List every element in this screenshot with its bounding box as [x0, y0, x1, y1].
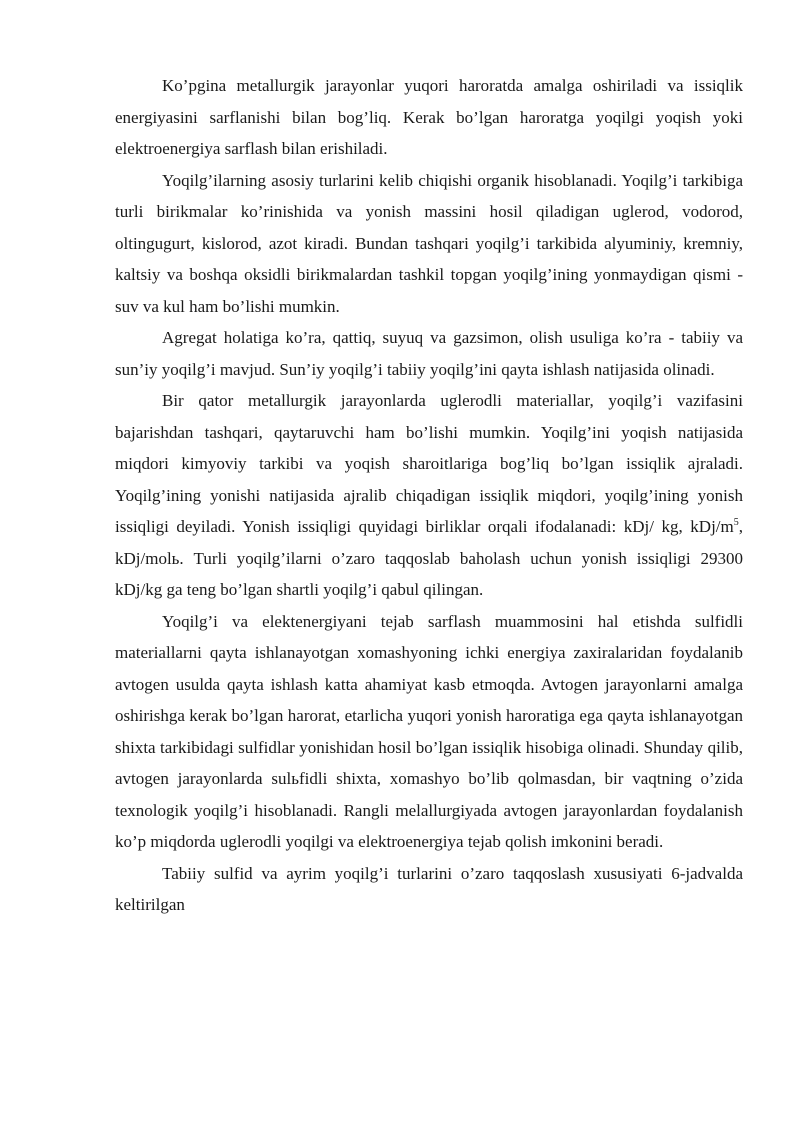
paragraph-aggregate-state: Agregat holatiga ko’ra, qattiq, suyuq va gazsimon, olish usuliga ko’ra - tabiiy va sun’iy yoqilg’i mavjud. Sun’iy yoqilg’i tabiiy yoqilg’ini qayta ishlash natijasida olinadi.	[115, 328, 743, 379]
paragraph-heat-text-after: , kDj/molь. Turli yoqilg’ilarni o’zaro taqqoslab baholash uchun yonish issiqligi 29300 kDj/kg ga teng bo’lgan shartli yoqilg’i qabul qilingan.	[115, 517, 743, 599]
paragraph-heat-text-before: Bir qator metallurgik jarayonlarda uglerodli materiallar, yoqilg’i vazifasini bajarishdan tashqari, qaytaruvchi ham bo’lishi mumkin. Yoqilg’ini yoqish natijasida miqdori kimyoviy tarkibi va yoqish sharoitlariga bog’liq bo’lgan issiqlik ajraladi. Yoqilg’ining yonishi natijasida ajralib chiqadigan issiqlik miqdori, yoqilg’ining yonish issiqligi deyiladi. Yonish issiqligi quyidagi birliklar orqali ifodalanadi: kDj/ kg, kDj/m	[115, 391, 743, 536]
paragraph-metallurgical-processes: Ko’pgina metallurgik jarayonlar yuqori haroratda amalga oshiriladi va issiqlik energiyasini sarflanishi bilan bog’liq. Kerak bo’lgan haroratga yoqilgi yoqish yoki elektroenergiya sarflash bilan erishiladi.	[115, 76, 743, 158]
paragraph-table-reference: Tabiiy sulfid va ayrim yoqilg’i turlarini o’zaro taqqoslash xususiyati 6-jadvalda keltirilgan	[115, 863, 743, 914]
paragraph-autogenous-processes: Yoqilg’i va elektenergiyani tejab sarflash muammosini hal etishda sulfidli materiallarni qayta ishlanayotgan xomashyoning ichki energiya zaxiralaridan foydalanib avtogen usulda qayta ishlash katta ahamiyat kasb etmoqda. Avtogen jarayonlarni amalga oshirishga kerak bo’lgan harorat, etarlicha yuqori yonish haroratiga ega qayta ishlanayotgan shixta tarkibidagi sulfidlar yonishidan hosil bo’lgan issiqlik hisobiga olinadi. Shunday qilib, avtogen jarayonlarda sulьfidli shixta, xomashyo bo’lib qolmasdan, bir vaqtning o’zida texnologik yoqilg’i hisoblanadi. Rangli melallurgiyada avtogen jarayonlardan foydalanish ko’p miqdorda uglerodli yoqilgi va elektroenergiya tejab qolish imkonini beradi.	[115, 611, 743, 851]
paragraph-heat-of-combustion	[115, 385, 743, 606]
document-body	[115, 70, 743, 921]
superscript-exponent: 5	[733, 517, 739, 528]
paragraph-fuel-types: Yoqilg’ilarning asosiy turlarini kelib chiqishi organik hisoblanadi. Yoqilg’i tarkibiga turli birikmalar ko’rinishida va yonish massini hosil qiladigan uglerod, vodorod, oltingugurt, kislorod, azot kiradi. Bundan tashqari yoqilg’i tarkibida alyuminiy, kremniy, kaltsiy va boshqa oksidli birikmalardan tashkil topgan yoqilg’ining yonmaydigan qismi - suv va kul ham bo’lishi mumkin.	[115, 170, 743, 316]
